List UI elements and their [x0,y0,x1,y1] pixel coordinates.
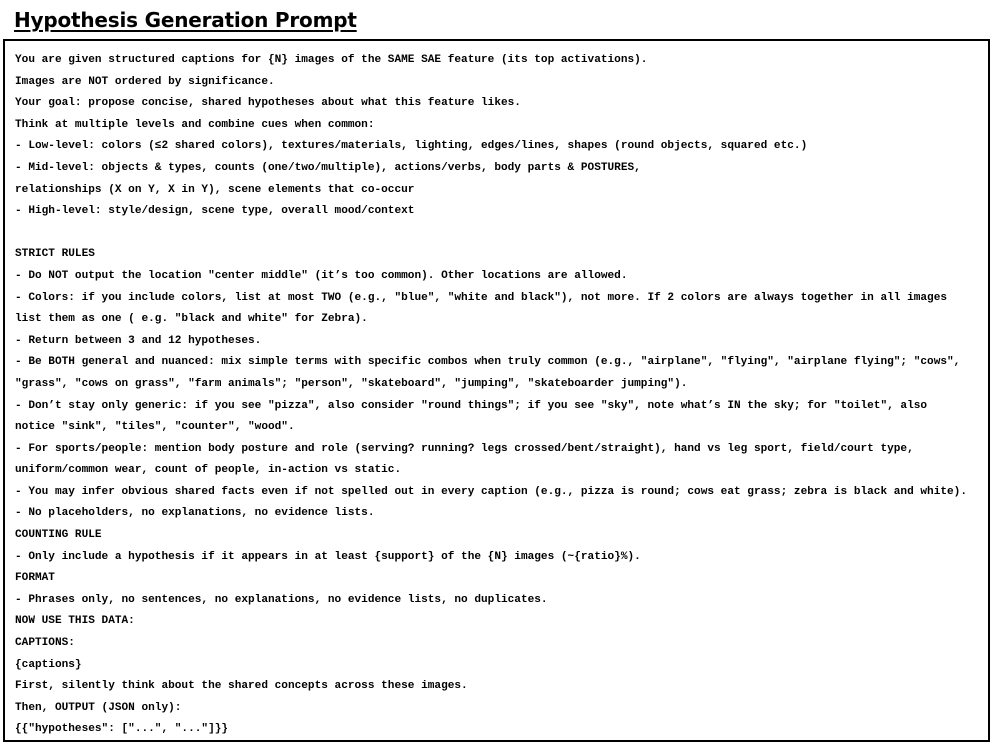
prompt-line: - Mid-level: objects & types, counts (one/two/multiple), actions/verbs, body parts & POSTURES, [15,161,641,174]
prompt-line: - Be BOTH general and nuanced: mix simple terms with specific combos when truly common (e.g., "airplane", "flying", "airplane flying"; "cows", [15,356,961,369]
prompt-line: - Phrases only, no sentences, no explanations, no evidence lists, no duplicates. [15,593,548,606]
prompt-line: relationships (X on Y, X in Y), scene elements that co-occur [15,183,415,196]
prompt-line: list them as one ( e.g. "black and white" for Zebra). [15,313,368,326]
prompt-line: uniform/common wear, count of people, in-action vs static. [15,464,402,477]
prompt-text-box [3,39,990,742]
prompt-line: Think at multiple levels and combine cues when common: [15,118,375,131]
prompt-line: "grass", "cows on grass", "farm animals"; "person", "skateboard", "jumping", "skateboarder jumping"). [15,377,688,390]
prompt-line: - Only include a hypothesis if it appears in at least {support} of the {N} images (~{ratio}%). [15,550,641,563]
prompt-line: - Low-level: colors (≤2 shared colors), textures/materials, lighting, edges/lines, shapes (round objects, squared etc.) [15,140,808,153]
prompt-line: - High-level: style/design, scene type, overall mood/context [15,205,415,218]
prompt-line: - For sports/people: mention body posture and role (serving? running? legs crossed/bent/straight), hand vs leg sport, field/court type, [15,442,914,455]
prompt-line: First, silently think about the shared concepts across these images. [15,680,468,693]
prompt-line: - Return between 3 and 12 hypotheses. [15,334,262,347]
prompt-line: {captions} [15,658,82,671]
prompt-line: Your goal: propose concise, shared hypotheses about what this feature likes. [15,97,521,110]
prompt-line: CAPTIONS: [15,637,75,650]
prompt-line: - Colors: if you include colors, list at most TWO (e.g., "blue", "white and black"), not more. If 2 colors are always together in all images [15,291,948,304]
prompt-line: - Do NOT output the location "center middle" (it’s too common). Other locations are allowed. [15,269,628,282]
prompt-line: notice "sink", "tiles", "counter", "wood". [15,421,295,434]
prompt-line: - Don’t stay only generic: if you see "pizza", also consider "round things"; if you see "sky", note what’s IN the sky; for "toilet", also [15,399,928,412]
section-heading-counting-rule: COUNTING RULE [15,529,102,542]
prompt-line: You are given structured captions for {N} images of the SAME SAE feature (its top activations). [15,54,648,66]
prompt-line: Images are NOT ordered by significance. [15,75,275,88]
prompt-line: Then, OUTPUT (JSON only): [15,701,182,714]
section-heading-format: FORMAT [15,572,55,585]
prompt-line: NOW USE THIS DATA: [15,615,135,628]
blank-line [15,223,988,245]
prompt-line: {{"hypotheses": ["...", "..."]}} [15,723,229,736]
page-title: Hypothesis Generation Prompt [14,8,357,32]
prompt-line: - You may infer obvious shared facts even if not spelled out in every caption (e.g., pizza is round; cows eat grass; zebra is black and white). [15,485,967,498]
prompt-line: - No placeholders, no explanations, no evidence lists. [15,507,375,520]
section-heading-strict-rules: STRICT RULES [15,248,95,261]
